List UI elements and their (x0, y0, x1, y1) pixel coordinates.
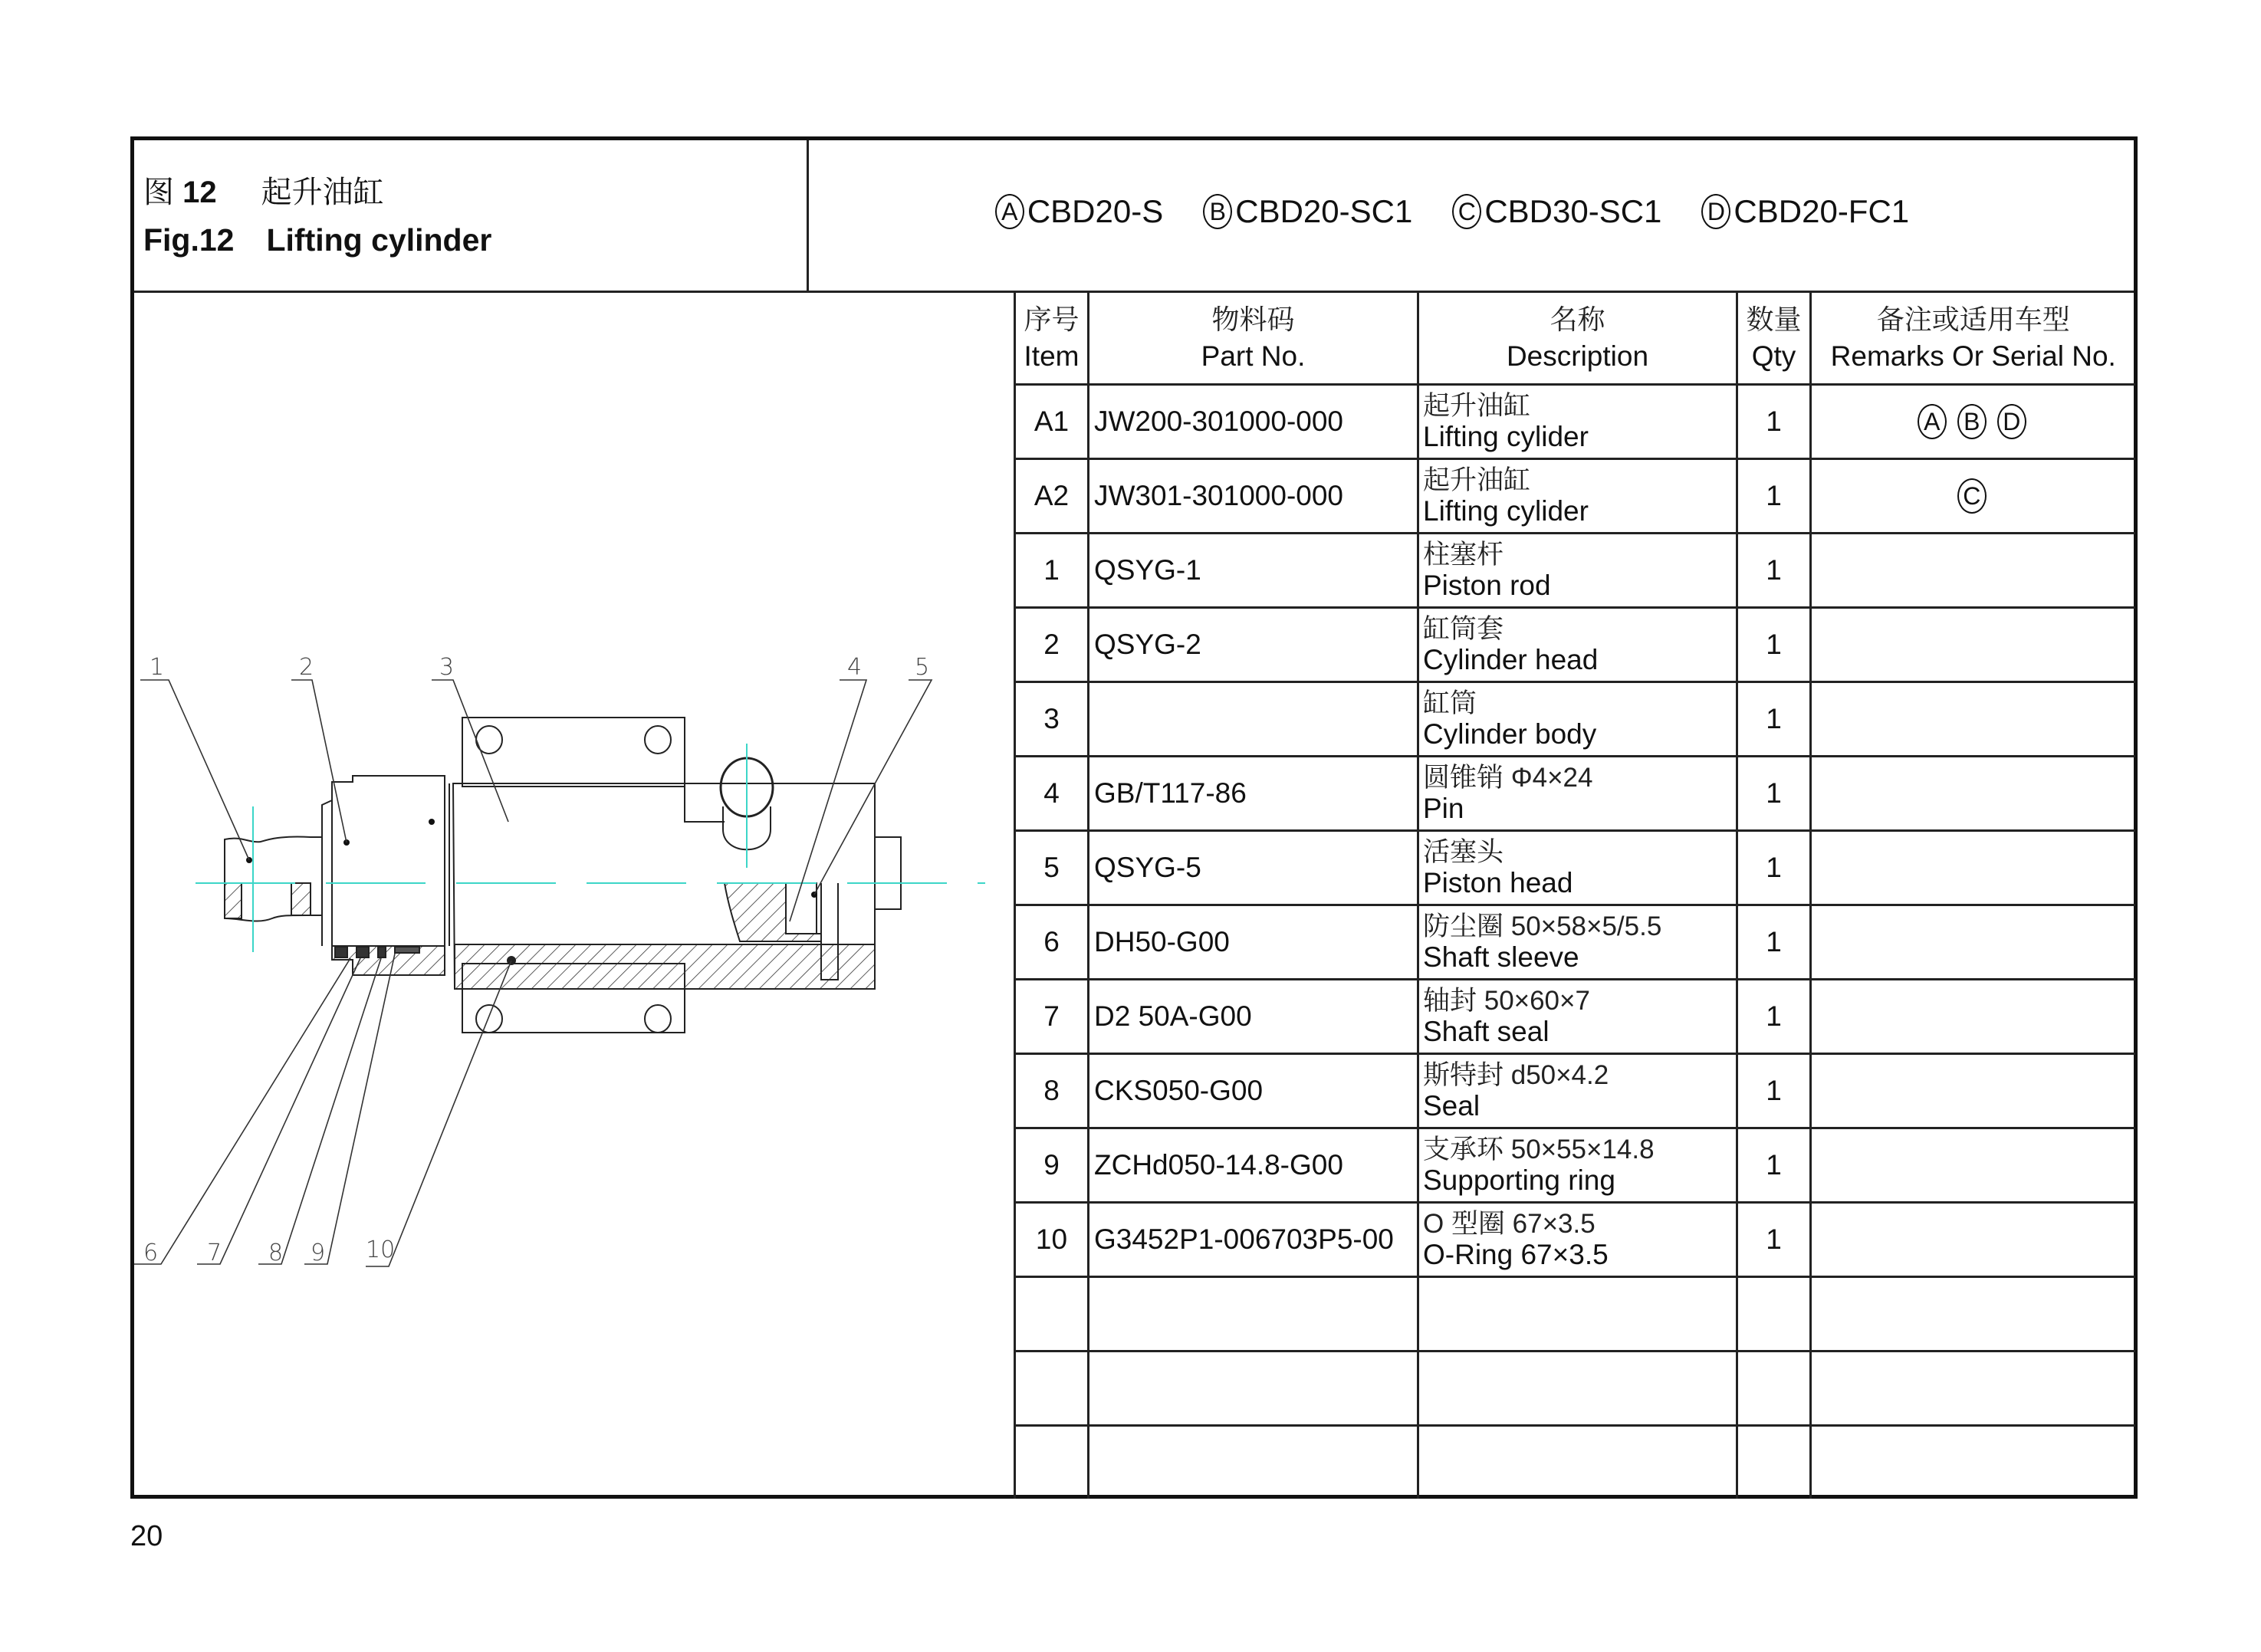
table-row (1015, 831, 2135, 905)
cell-item: 7 (1015, 980, 1089, 1054)
cell-qty: 1 (1737, 682, 1811, 757)
model-c (1452, 193, 1661, 230)
table-row (1015, 1128, 2135, 1203)
cell-part-no: G3452P1-006703P5-00 (1089, 1203, 1418, 1277)
table-row (1015, 757, 2135, 831)
parts-table (1014, 293, 2135, 1499)
table-row (1015, 682, 2135, 757)
cell-remarks (1811, 1054, 2135, 1128)
figure-title-block (134, 140, 809, 293)
cell-item: 1 (1015, 534, 1089, 608)
col-header-qty: 数量 Qty (1737, 293, 1811, 385)
cell-remarks (1811, 1426, 2135, 1499)
cell-item: 5 (1015, 831, 1089, 905)
cell-description (1418, 1426, 1737, 1499)
cell-part-no (1089, 1426, 1418, 1499)
cell-qty: 1 (1737, 980, 1811, 1054)
description-cn: 支承环 50×55×14.8 (1423, 1135, 1655, 1164)
description-en: Seal (1423, 1090, 1480, 1122)
cell-part-no (1089, 682, 1418, 757)
circled-letter-icon: C (1957, 478, 1987, 514)
cell-item: 4 (1015, 757, 1089, 831)
cell-description (1418, 905, 1737, 980)
col-header-part-no: 物料码 Part No. (1089, 293, 1418, 385)
table-row (1015, 980, 2135, 1054)
cell-remarks (1811, 1351, 2135, 1426)
circled-letter-icon: D (1701, 194, 1730, 229)
cell-item: A2 (1015, 459, 1089, 534)
cell-remarks (1811, 831, 2135, 905)
cell-remarks (1811, 682, 2135, 757)
description-cn: 活塞头 (1423, 837, 1504, 867)
cell-part-no: JW200-301000-000 (1089, 385, 1418, 459)
table-row (1015, 1426, 2135, 1499)
description-cn: 防尘圈 50×58×5/5.5 (1423, 911, 1662, 941)
table-row (1015, 1054, 2135, 1128)
cell-part-no: DH50-G00 (1089, 905, 1418, 980)
title-en: Lifting cylinder (266, 222, 492, 258)
figure-title-en (143, 222, 491, 258)
description-en: Shaft seal (1423, 1016, 1550, 1047)
cell-part-no (1089, 1351, 1418, 1426)
cell-description (1418, 1277, 1737, 1351)
callout-9: 9 (311, 1240, 326, 1266)
cell-remarks (1811, 459, 2135, 534)
cell-description (1418, 1203, 1737, 1277)
callout-10: 10 (366, 1237, 396, 1263)
cell-item (1015, 1426, 1089, 1499)
description-en: Cylinder body (1423, 718, 1597, 750)
cell-description (1418, 459, 1737, 534)
callout-5: 5 (915, 654, 930, 681)
applicable-models (809, 140, 2134, 293)
table-row (1015, 1351, 2135, 1426)
cell-part-no: D2 50A-G00 (1089, 980, 1418, 1054)
description-cn: O 型圈 67×3.5 (1423, 1209, 1596, 1239)
description-en: Piston rod (1423, 570, 1551, 601)
figure-number-cn: 12 (182, 176, 217, 209)
description-en: Cylinder head (1423, 644, 1599, 675)
description-en: Piston head (1423, 867, 1573, 898)
circled-letter-icon: D (1997, 404, 2026, 439)
description-cn: 轴封 50×60×7 (1423, 986, 1590, 1016)
page-frame (130, 136, 2138, 1499)
col-header-remarks: 备注或适用车型 Remarks Or Serial No. (1811, 293, 2135, 385)
cell-remarks (1811, 385, 2135, 459)
cell-description (1418, 1054, 1737, 1128)
cell-qty: 1 (1737, 385, 1811, 459)
cell-remarks (1811, 1203, 2135, 1277)
cell-remarks (1811, 1277, 2135, 1351)
cell-part-no: GB/T117-86 (1089, 757, 1418, 831)
circled-letter-icon: C (1452, 194, 1481, 229)
description-en: Lifting cylider (1423, 495, 1589, 527)
table-row (1015, 905, 2135, 980)
cell-item: 8 (1015, 1054, 1089, 1128)
cell-description (1418, 534, 1737, 608)
model-name: CBD30-SC1 (1484, 193, 1662, 229)
cell-qty: 1 (1737, 905, 1811, 980)
cell-description (1418, 1128, 1737, 1203)
cell-qty (1737, 1351, 1811, 1426)
cell-qty: 1 (1737, 757, 1811, 831)
cell-description (1418, 757, 1737, 831)
description-en: Shaft sleeve (1423, 941, 1579, 973)
model-name: CBD20-FC1 (1734, 193, 1910, 229)
table-row (1015, 1277, 2135, 1351)
lifting-cylinder-drawing (134, 293, 1014, 1495)
figure-title-cn (143, 174, 384, 211)
cell-item: A1 (1015, 385, 1089, 459)
cell-qty: 1 (1737, 1054, 1811, 1128)
cell-qty: 1 (1737, 1203, 1811, 1277)
model-name: CBD20-SC1 (1235, 193, 1413, 229)
description-cn: 缸筒套 (1423, 614, 1504, 644)
cell-part-no: QSYG-2 (1089, 608, 1418, 682)
description-cn: 起升油缸 (1423, 391, 1531, 421)
description-en: Pin (1423, 793, 1464, 824)
cell-qty: 1 (1737, 831, 1811, 905)
page-number: 20 (130, 1520, 163, 1552)
title-cn: 起升油缸 (261, 176, 384, 209)
cell-item (1015, 1277, 1089, 1351)
cell-part-no: QSYG-5 (1089, 831, 1418, 905)
callout-3: 3 (439, 654, 455, 681)
cell-remarks (1811, 757, 2135, 831)
model-a (995, 193, 1163, 230)
cell-part-no: JW301-301000-000 (1089, 459, 1418, 534)
cell-description (1418, 980, 1737, 1054)
cell-item: 9 (1015, 1128, 1089, 1203)
circled-letter-icon: B (1203, 194, 1232, 229)
cell-qty: 1 (1737, 534, 1811, 608)
table-row (1015, 608, 2135, 682)
cell-qty (1737, 1277, 1811, 1351)
cell-item: 6 (1015, 905, 1089, 980)
description-cn: 缸筒 (1423, 688, 1477, 718)
description-en: Supporting ring (1423, 1164, 1615, 1196)
table-row (1015, 459, 2135, 534)
description-cn: 柱塞杆 (1423, 540, 1504, 570)
callout-1: 1 (150, 654, 165, 681)
cell-qty: 1 (1737, 1128, 1811, 1203)
cell-item: 10 (1015, 1203, 1089, 1277)
cell-description (1418, 831, 1737, 905)
cell-item: 2 (1015, 608, 1089, 682)
cell-qty: 1 (1737, 459, 1811, 534)
callout-6: 6 (143, 1240, 159, 1266)
cell-description (1418, 385, 1737, 459)
figure-label-en: Fig.12 (143, 222, 235, 258)
cell-description (1418, 1351, 1737, 1426)
cell-qty: 1 (1737, 608, 1811, 682)
description-en: O-Ring 67×3.5 (1423, 1239, 1609, 1270)
col-header-item: 序号 Item (1015, 293, 1089, 385)
callout-8: 8 (268, 1240, 284, 1266)
description-cn: 斯特封 d50×4.2 (1423, 1060, 1609, 1090)
col-header-description: 名称 Description (1418, 293, 1737, 385)
figure-label-cn: 图 (143, 176, 174, 209)
circled-letter-icon: B (1957, 404, 1987, 439)
cell-part-no: QSYG-1 (1089, 534, 1418, 608)
cell-item (1015, 1351, 1089, 1426)
cell-remarks (1811, 534, 2135, 608)
model-d (1701, 193, 1909, 230)
cell-remarks (1811, 1128, 2135, 1203)
cell-remarks (1811, 608, 2135, 682)
cell-description (1418, 682, 1737, 757)
cell-part-no: CKS050-G00 (1089, 1054, 1418, 1128)
circled-letter-icon: A (1918, 404, 1947, 439)
table-header-row (1015, 293, 2135, 385)
description-cn: 起升油缸 (1423, 465, 1531, 495)
circled-letter-icon: A (995, 194, 1024, 229)
cell-remarks (1811, 980, 2135, 1054)
cell-part-no: ZCHd050-14.8-G00 (1089, 1128, 1418, 1203)
description-en: Lifting cylider (1423, 421, 1589, 452)
model-b (1203, 193, 1412, 230)
cell-description (1418, 608, 1737, 682)
callout-4: 4 (847, 654, 863, 681)
callout-7: 7 (207, 1240, 222, 1266)
table-row (1015, 385, 2135, 459)
cell-qty (1737, 1426, 1811, 1499)
description-cn: 圆锥销 Φ4×24 (1423, 763, 1593, 793)
callout-2: 2 (299, 654, 314, 681)
cell-item: 3 (1015, 682, 1089, 757)
table-row (1015, 534, 2135, 608)
cell-part-no (1089, 1277, 1418, 1351)
model-name: CBD20-S (1027, 193, 1164, 229)
cell-remarks (1811, 905, 2135, 980)
table-row (1015, 1203, 2135, 1277)
